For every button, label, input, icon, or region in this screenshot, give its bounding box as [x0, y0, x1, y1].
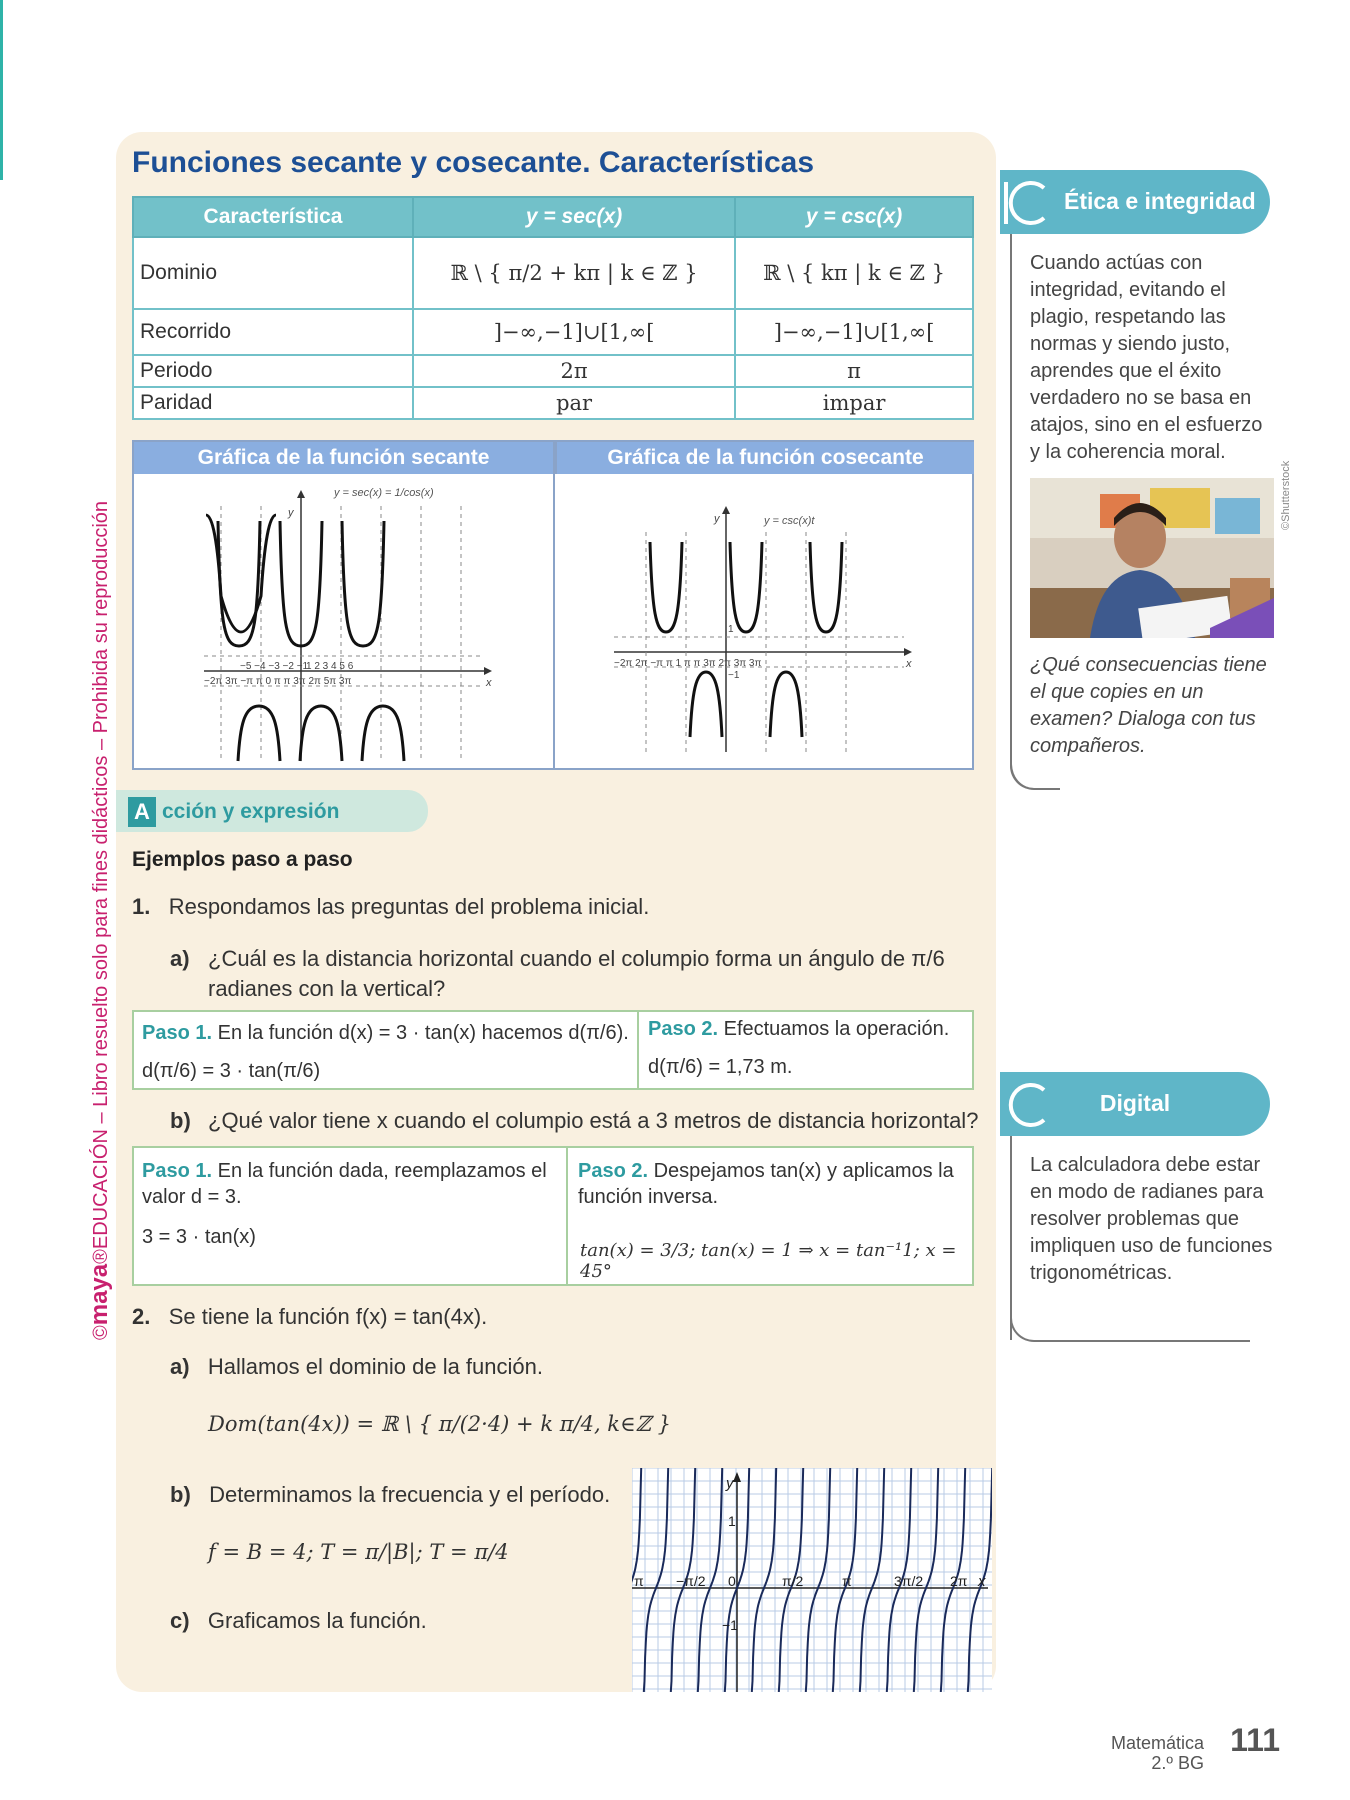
- cosecant-graph-title: Gráfica de la función cosecante: [555, 442, 974, 474]
- example-1: [132, 894, 649, 920]
- domain-sec: ℝ \ { π/2 + kπ | k ∈ ℤ }: [413, 237, 735, 309]
- photo-credit: ©Shutterstock: [1280, 460, 1292, 530]
- example-2: [132, 1304, 487, 1330]
- step-label: Paso 2.: [648, 1018, 719, 1040]
- cosecant-graph: [614, 502, 934, 772]
- table-row: [133, 355, 973, 387]
- secant-formula: y = sec(x) = 1/cos(x): [334, 487, 434, 499]
- step-text: Despejamos tan(x) y aplicamos la función inversa.: [578, 1160, 954, 1208]
- tan-axis-y: y: [726, 1475, 734, 1492]
- etica-title: Ética e integridad: [1064, 188, 1256, 214]
- svg-text:1: 1: [728, 624, 734, 635]
- copyright-vertical: [86, 501, 114, 1340]
- cosecant-formula: y = csc(x)t: [764, 515, 815, 527]
- tan-axis-x: x: [978, 1573, 986, 1590]
- row-label: Dominio: [133, 237, 413, 309]
- item-text: ¿Cuál es la distancia horizontal cuando el columpio forma un ángulo de π/6 radianes con la vertical?: [208, 946, 945, 1001]
- tan-tick: 0: [728, 1573, 736, 1589]
- step-label: Paso 1.: [142, 1022, 213, 1044]
- header-sec: y = sec(x): [413, 197, 735, 237]
- step-2-cell: [644, 1012, 972, 1088]
- period-sec: 2π: [413, 355, 735, 387]
- period-csc: π: [735, 355, 973, 387]
- example-number: 2.: [132, 1304, 151, 1329]
- example-2c: [170, 1608, 427, 1634]
- table-header-row: [133, 197, 973, 237]
- steps-box-1b: [132, 1146, 974, 1286]
- tan-tick: 2π: [950, 1573, 968, 1589]
- tan-tick: π: [842, 1573, 852, 1589]
- secant-graph: [204, 476, 504, 766]
- example-text: Se tiene la función f(x) = tan(4x).: [168, 1304, 488, 1329]
- svg-text:−2π 2π −π π 1 π π: −2π 2π −π π 1 π π 3π 2π 3π 3π: [614, 658, 762, 669]
- item-text: ¿Qué valor tiene x cuando el columpio está a 3 metros de distancia horizontal?: [208, 1108, 979, 1133]
- example-2a: [170, 1354, 543, 1380]
- integrity-icon: [1000, 176, 1060, 230]
- item-label: a): [170, 946, 190, 971]
- digital-title: Digital: [1099, 1090, 1171, 1116]
- section-letter: A: [128, 797, 156, 827]
- step-1-cell: [134, 1148, 568, 1284]
- page-title: Funciones secante y cosecante. Características: [132, 146, 815, 179]
- tan-tick: π: [634, 1573, 644, 1589]
- item-label: b): [170, 1482, 191, 1507]
- step-label: Paso 2.: [578, 1160, 649, 1182]
- item-label: b): [170, 1108, 191, 1133]
- step-equation: 3 = 3 · tan(x): [142, 1226, 256, 1248]
- domain-equation: Dom(tan(4x)) = ℝ \ { π/(2·4) + k π/4, k∈ℤ }: [208, 1412, 671, 1436]
- tan-tick: −π/2: [676, 1573, 706, 1589]
- row-label: Paridad: [133, 387, 413, 419]
- example-number: 1.: [132, 894, 151, 919]
- svg-text:−5 −4 −3 −2 −1: −5 −4 −3 −2 −1: [240, 661, 309, 672]
- secant-axis-x: x: [486, 677, 492, 689]
- item-text: Hallamos el dominio de la función.: [207, 1354, 543, 1379]
- secant-axis-y: y: [288, 507, 294, 519]
- tan-tick: π/2: [782, 1573, 804, 1589]
- digital-tag: [1000, 1072, 1270, 1136]
- header-csc: y = csc(x): [735, 197, 973, 237]
- tan-tick: 1: [728, 1513, 736, 1529]
- item-text: Determinamos la frecuencia y el período.: [209, 1482, 611, 1507]
- svg-text:−2π 3π −π π 0 π π 3π: −2π 3π −π π 0 π π 3π 2π 5π 3π: [204, 676, 352, 687]
- row-label: Recorrido: [133, 309, 413, 355]
- domain-csc: ℝ \ { kπ | k ∈ ℤ }: [735, 237, 973, 309]
- step-1-cell: [134, 1012, 639, 1088]
- cosecant-axis-x: x: [906, 658, 912, 670]
- example-1a: [170, 944, 980, 1004]
- step-equation: tan(x) = 3/3; tan(x) = 1 ⇒ x = tan⁻¹1; x = 45°: [580, 1240, 957, 1282]
- footer-subject: [1111, 1733, 1204, 1773]
- range-sec: ]−∞,−1]∪[1,∞[: [413, 309, 735, 355]
- step-2-cell: [572, 1148, 972, 1284]
- frequency-equation: f = B = 4; T = π/|B|; T = π/4: [208, 1540, 509, 1564]
- examples-heading: Ejemplos paso a paso: [132, 848, 353, 871]
- copyright-notice: ®EDUCACIÓN – Libro resuelto solo para fines didácticos – Prohibida su reproducción: [90, 500, 112, 1264]
- etica-body: Cuando actúas con integridad, evitando el plagio, respetando las normas y siendo justo, aprendes que el éxito verdadero no se basa en atajos, sino en el esfuerzo y la coherencia moral.: [1030, 252, 1263, 463]
- step-text: En la función dada, reemplazamos el valor d = 3.: [142, 1160, 547, 1208]
- svg-text:1 2 3 4 5 6: 1 2 3 4 5 6: [306, 661, 354, 672]
- graphs-panel: [132, 440, 974, 770]
- svg-text:−1: −1: [728, 670, 740, 681]
- example-1b: [170, 1108, 980, 1134]
- tangent-graph: [632, 1468, 992, 1692]
- etica-question: ¿Qué consecuencias tiene el que copies en un examen? Dialoga con tus compañeros.: [1030, 654, 1267, 757]
- table-row: [133, 237, 973, 309]
- row-label: Periodo: [133, 355, 413, 387]
- cosecant-axis-y: y: [714, 513, 720, 525]
- characteristics-table: [132, 196, 974, 420]
- step-text: Efectuamos la operación.: [723, 1018, 950, 1040]
- tan-tick: −1: [722, 1617, 738, 1633]
- range-csc: ]−∞,−1]∪[1,∞[: [735, 309, 973, 355]
- grade-label: 2.º BG: [1151, 1753, 1204, 1773]
- student-photo: [1030, 478, 1274, 638]
- item-label: c): [170, 1608, 190, 1633]
- header-caracteristica: Característica: [133, 197, 413, 237]
- table-row: [133, 309, 973, 355]
- example-text: Respondamos las preguntas del problema inicial.: [168, 894, 650, 919]
- example-2b: [170, 1482, 610, 1508]
- etica-tag: [1000, 170, 1270, 234]
- subject-name: Matemática: [1110, 1733, 1204, 1753]
- section-title: cción y expresión: [162, 800, 340, 823]
- copyright-symbol: ©: [90, 1325, 112, 1340]
- parity-sec: par: [413, 387, 735, 419]
- table-row: [133, 387, 973, 419]
- step-equation: d(π/6) = 1,73 m.: [648, 1056, 793, 1078]
- step-text: En la función d(x) = 3 · tan(x) hacemos d(π/6).: [217, 1022, 629, 1044]
- parity-csc: impar: [735, 387, 973, 419]
- step-equation: d(π/6) = 3 · tan(π/6): [142, 1060, 321, 1082]
- brand-name: maya: [86, 1263, 113, 1326]
- step-label: Paso 1.: [142, 1160, 213, 1182]
- edge-accent-bar: [0, 0, 3, 180]
- steps-box-1a: [132, 1010, 974, 1090]
- tan-tick: 3π/2: [894, 1573, 924, 1589]
- item-text: Graficamos la función.: [207, 1608, 427, 1633]
- page-number: 111: [1230, 1722, 1280, 1758]
- secant-graph-title: Gráfica de la función secante: [134, 442, 553, 474]
- digital-body: La calculadora debe estar en modo de radianes para resolver problemas que impliquen uso de funciones trigonométricas.: [1030, 1154, 1273, 1284]
- item-label: a): [170, 1354, 190, 1379]
